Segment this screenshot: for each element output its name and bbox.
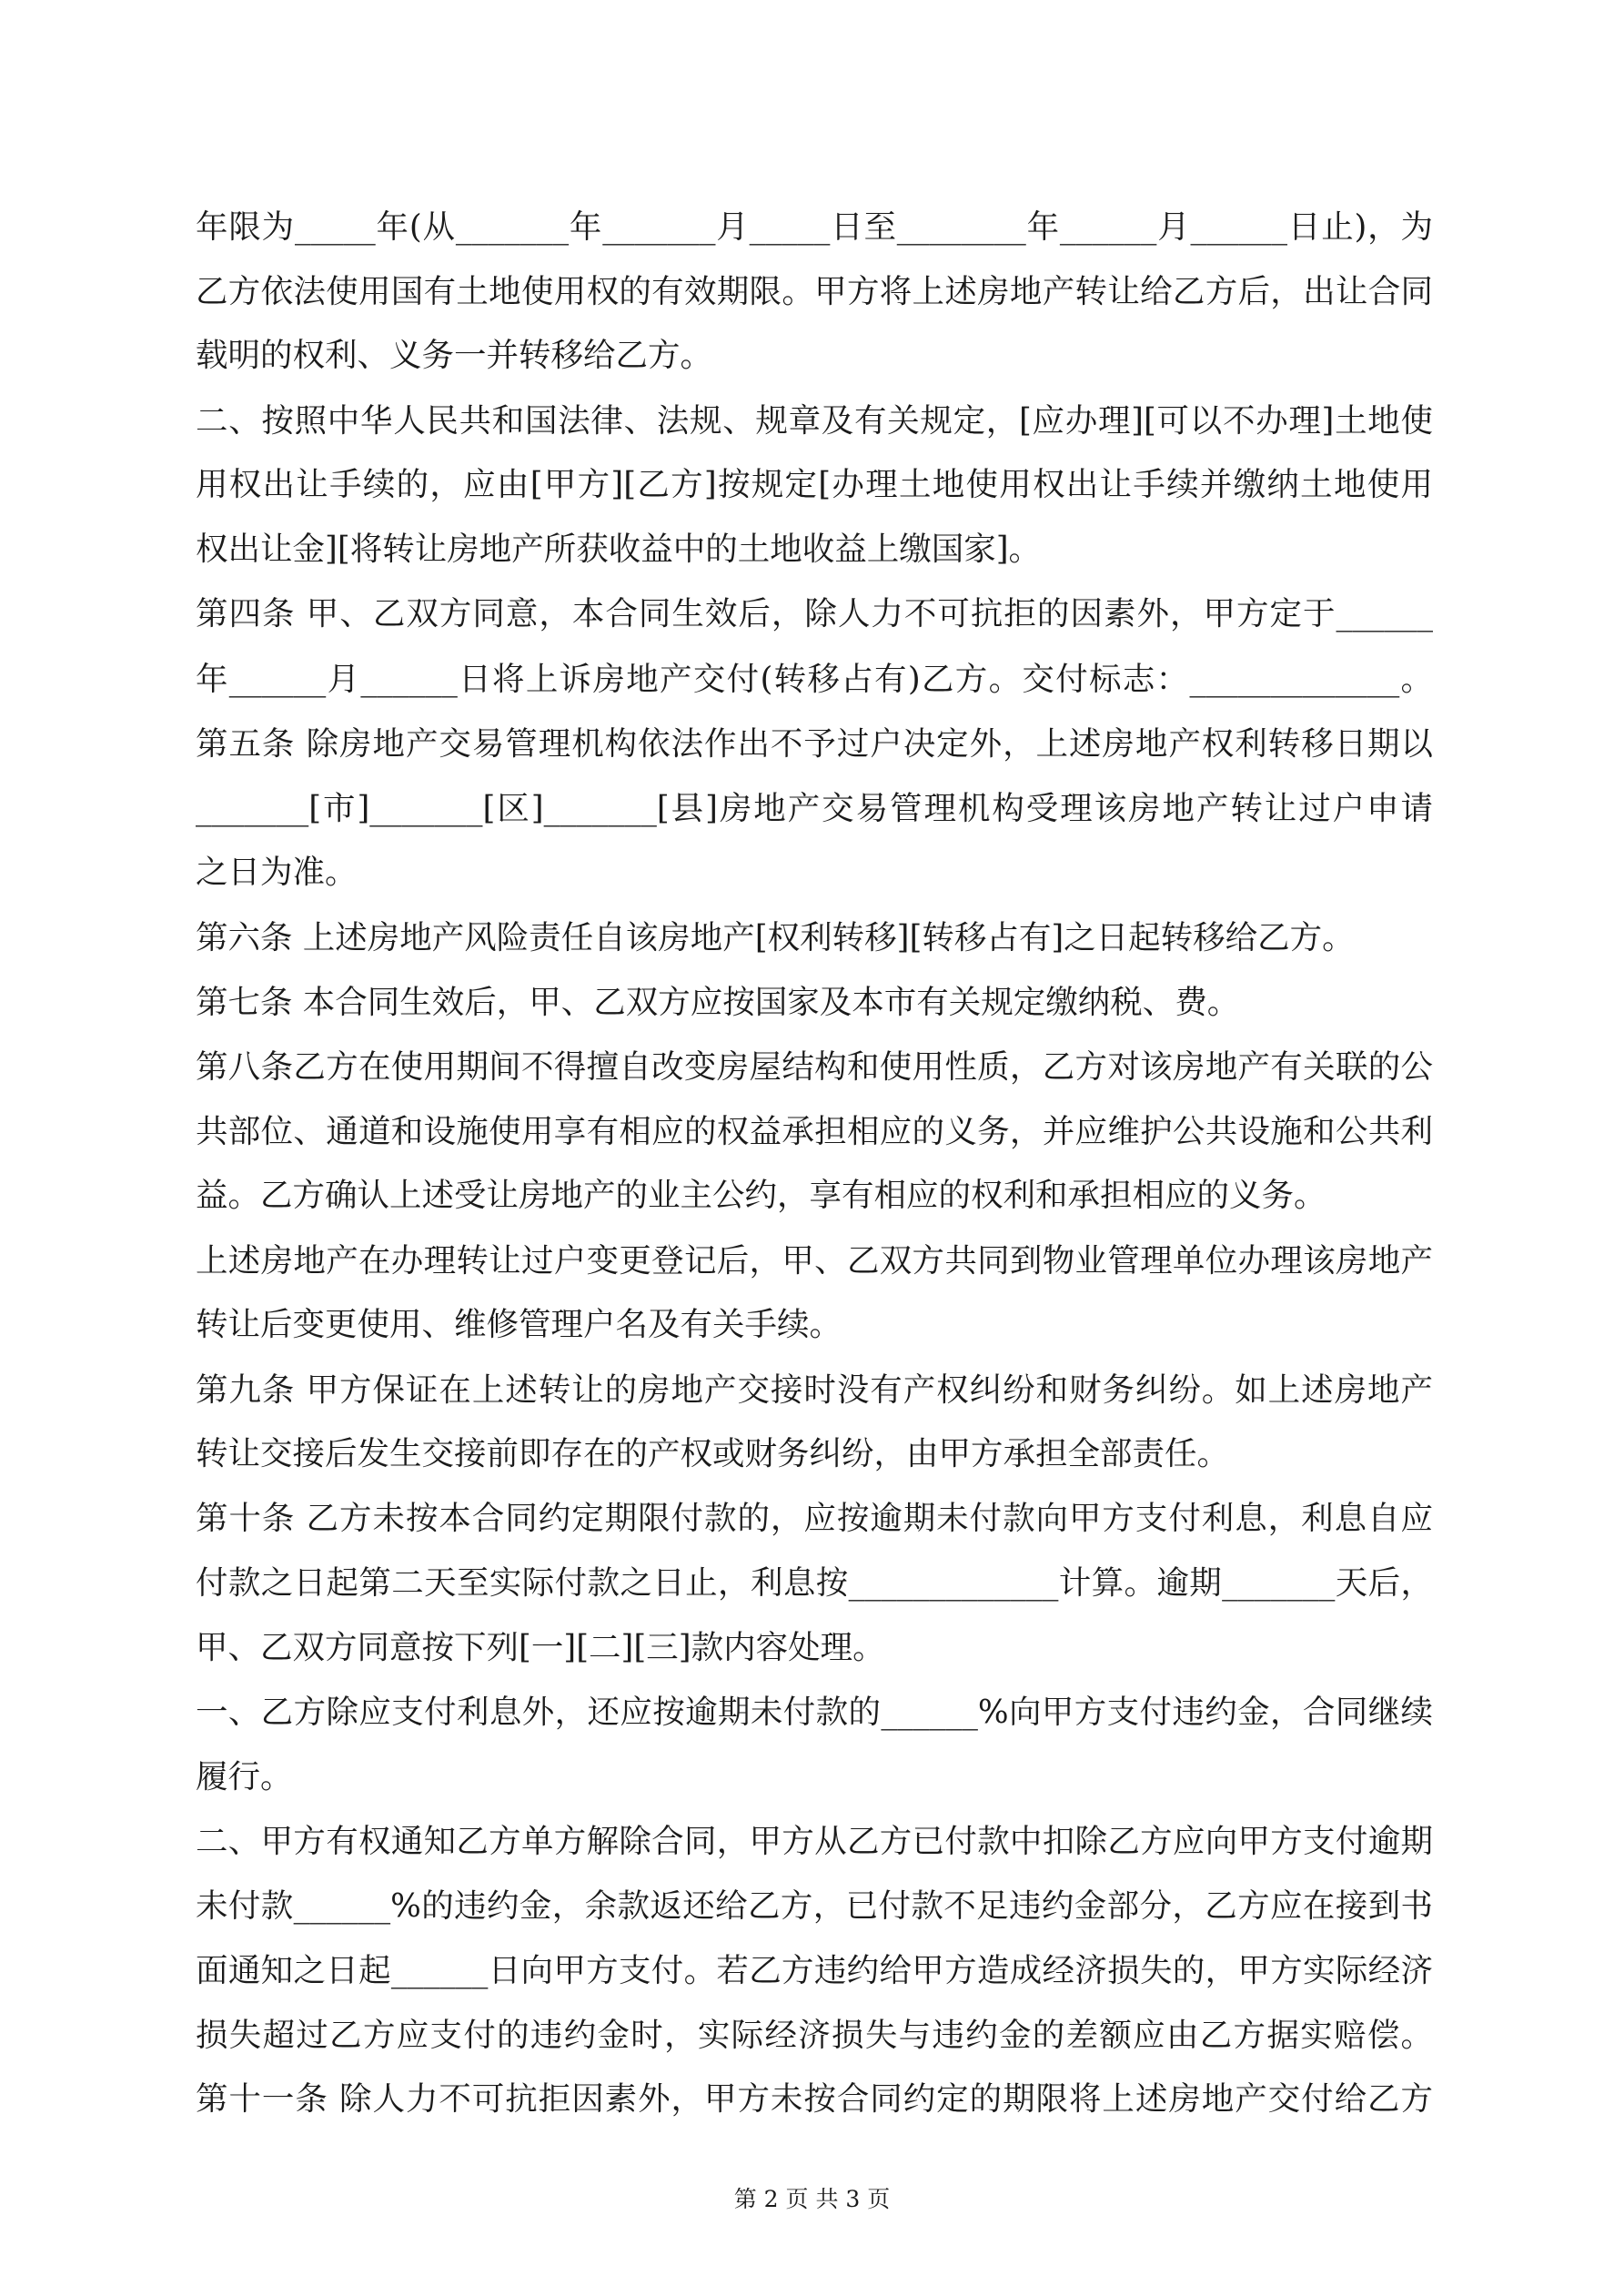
text-line: 第七条 本合同生效后，甲、乙双方应按国家及本市有关规定缴纳税、费。 <box>196 984 1240 1021</box>
text-line: 第九条 甲方保证在上述转让的房地产交接时没有产权纠纷和财务纠纷。如上述房地产 <box>196 1371 1433 1409</box>
text-line: 转让后变更使用、维修管理户名及有关手续。 <box>196 1306 842 1343</box>
text-line: 履行。 <box>196 1758 293 1795</box>
text-line: 一、乙方除应支付利息外，还应按逾期未付款的______%向甲方支付违约金，合同继续 <box>196 1694 1433 1731</box>
text-line: 之日为准。 <box>196 854 358 891</box>
text-line: 面通知之日起______日向甲方支付。若乙方违约给甲方造成经济损失的，甲方实际经济 <box>196 1952 1433 1989</box>
text-line: 第六条 上述房地产风险责任自该房地产[权利转移][转移占有]之日起转移给乙方。 <box>196 919 1355 956</box>
text-line: 上述房地产在办理转让过户变更登记后，甲、乙双方共同到物业管理单位办理该房地产 <box>196 1242 1433 1279</box>
text-line: 损失超过乙方应支付的违约金时，实际经济损失与违约金的差额应由乙方据实赔偿。 <box>196 2017 1433 2054</box>
text-line: 年______月______日将上诉房地产交付(转移占有)乙方。交付标志：_____________。 <box>196 661 1433 698</box>
text-line: 甲、乙双方同意按下列[一][二][三]款内容处理。 <box>196 1629 885 1666</box>
text-line: 益。乙方确认上述受让房地产的业主公约，享有相应的权利和承担相应的义务。 <box>196 1177 1326 1214</box>
text-line: 二、甲方有权通知乙方单方解除合同，甲方从乙方已付款中扣除乙方应向甲方支付逾期 <box>196 1823 1433 1860</box>
text-line: 用权出让手续的，应由[甲方][乙方]按规定[办理土地使用权出让手续并缴纳土地使用 <box>196 466 1433 503</box>
text-line: 乙方依法使用国有土地使用权的有效期限。甲方将上述房地产转让给乙方后，出让合同 <box>196 273 1433 310</box>
text-line: 第十一条 除人力不可抗拒因素外，甲方未按合同约定的期限将上述房地产交付给乙方 <box>196 2080 1433 2118</box>
text-line: 年限为_____年(从_______年_______月_____日至________年______月______日止)，为 <box>196 208 1433 246</box>
text-line: 二、按照中华人民共和国法律、法规、规章及有关规定，[应办理][可以不办理]土地使 <box>196 402 1433 440</box>
text-line: 付款之日起第二天至实际付款之日止，利息按_____________计算。逾期_______天后， <box>196 1564 1433 1602</box>
text-line: _______[市]_______[区]_______[县]房地产交易管理机构受理该房地产转让过户申请 <box>196 790 1433 827</box>
text-line: 未付款______%的违约金，余款返还给乙方，已付款不足违约金部分，乙方应在接到书 <box>196 1887 1433 1925</box>
text-line: 第四条 甲、乙双方同意，本合同生效后，除人力不可抗拒的因素外，甲方定于______ <box>196 595 1433 632</box>
text-line: 共部位、通道和设施使用享有相应的权益承担相应的义务，并应维护公共设施和公共利 <box>196 1113 1433 1150</box>
text-line: 权出让金][将转让房地产所获收益中的土地收益上缴国家]。 <box>196 531 1042 568</box>
text-line: 第八条乙方在使用期间不得擅自改变房屋结构和使用性质，乙方对该房地产有关联的公 <box>196 1048 1433 1086</box>
text-line: 第十条 乙方未按本合同约定期限付款的，应按逾期未付款向甲方支付利息，利息自应 <box>196 1500 1433 1537</box>
text-line: 第五条 除房地产交易管理机构依法作出不予过户决定外，上述房地产权利转移日期以 <box>196 725 1433 763</box>
text-line: 转让交接后发生交接前即存在的产权或财务纠纷，由甲方承担全部责任。 <box>196 1435 1230 1472</box>
page-number-footer: 第 2 页 共 3 页 <box>733 2186 891 2212</box>
text-line: 载明的权利、义务一并转移给乙方。 <box>196 337 713 374</box>
